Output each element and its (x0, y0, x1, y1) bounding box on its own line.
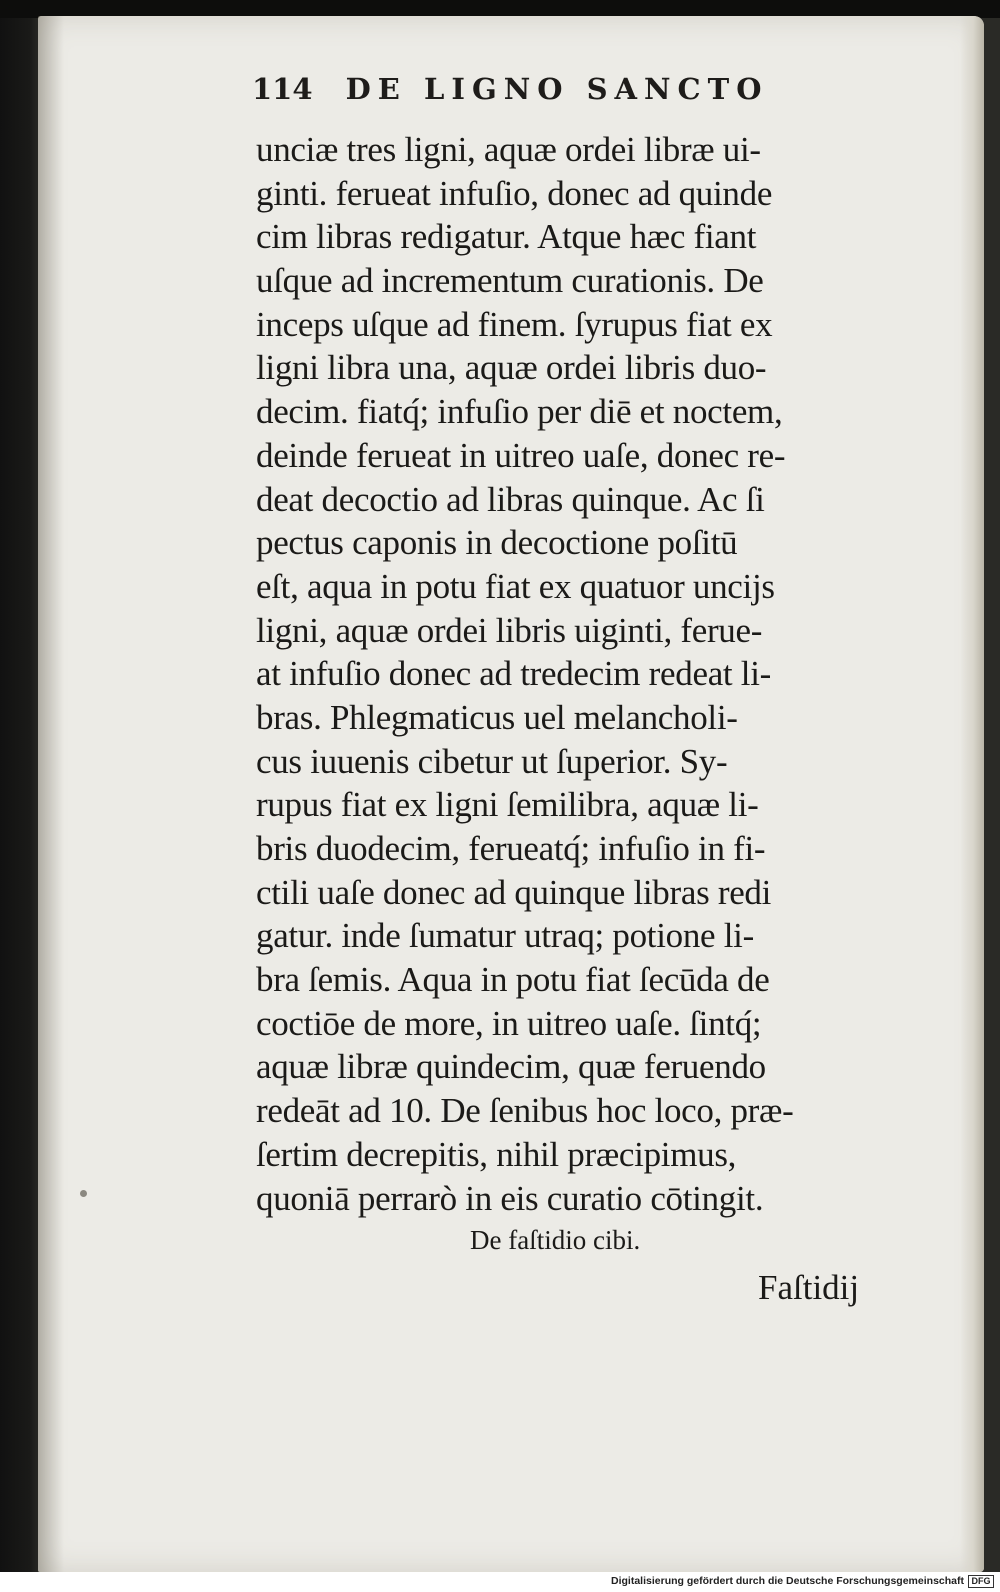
text-line: gatur. inde ſumatur utraq; potione li- (256, 916, 754, 956)
text-line: ctili uaſe donec ad quinque libras redi (256, 872, 772, 912)
text-line: bras. Phlegmaticus uel melancholi- (256, 697, 738, 737)
text-line: unciæ tres ligni, aquæ ordei libræ ui- (256, 130, 761, 169)
text-line: deat decoctio ad libras quinque. Ac ſi (256, 479, 765, 519)
footer-bar (0, 1572, 1000, 1592)
text-line: deinde ferueat in uitreo uaſe, donec re- (256, 435, 786, 475)
running-title: DE LIGNO SANCTO (345, 72, 769, 106)
section-heading: De faſtidio cibi. (470, 1225, 641, 1255)
text-line: rupus fiat ex ligni ſemilibra, aquæ li- (256, 785, 759, 825)
text-line: decim. fiatq́; infuſio per diē et noctem, (256, 392, 783, 432)
page-edge (960, 16, 984, 1572)
text-line: ligni libra una, aquæ ordei libris duo- (256, 348, 767, 388)
running-head (252, 72, 852, 120)
spine-shadow (38, 16, 64, 1572)
text-line: cim libras redigatur. Atque hæc fiant (256, 217, 757, 257)
body-text (256, 128, 936, 1220)
text-line: quoniā perrarò in eis curatio cōtingit. (256, 1178, 764, 1218)
text-line: ginti. ferueat infuſio, donec ad quinde (256, 173, 773, 213)
page-number: 114 (252, 72, 313, 106)
text-line: redeāt ad 10. De ſenibus hoc loco, præ- (256, 1091, 794, 1131)
text-line: uſque ad incrementum curationis. De (256, 261, 764, 301)
ink-spot (80, 1190, 87, 1197)
catchword: Faſtidij (758, 1268, 860, 1307)
text-line: bra ſemis. Aqua in potu fiat ſecūda de (256, 960, 770, 1000)
text-line: inceps uſque ad finem. ſyrupus fiat ex (256, 304, 773, 344)
funding-credit: Digitalisierung gefördert durch die Deutsche Forschungsgemeinschaft (611, 1575, 964, 1587)
text-line: coctiōe de more, in uitreo uaſe. ſintq́; (256, 1003, 762, 1043)
text-line: pectus caponis in decoctione poſitū (256, 523, 738, 563)
text-line: ligni, aquæ ordei libris uiginti, ferue- (256, 610, 763, 650)
text-line: eſt, aqua in potu fiat ex quatuor uncijs (256, 566, 775, 606)
text-line: cus iuuenis cibetur ut ſuperior. Sy- (256, 741, 728, 781)
text-line: ſertim decrepitis, nihil præcipimus, (256, 1134, 737, 1174)
text-line: aquæ libræ quindecim, quæ feruendo (256, 1047, 766, 1087)
text-line: bris duodecim, ferueatq́; infuſio in fi- (256, 829, 766, 868)
text-line: at infuſio donec ad tredecim redeat li- (256, 654, 772, 694)
dfg-logo-icon: DFG (968, 1575, 994, 1588)
